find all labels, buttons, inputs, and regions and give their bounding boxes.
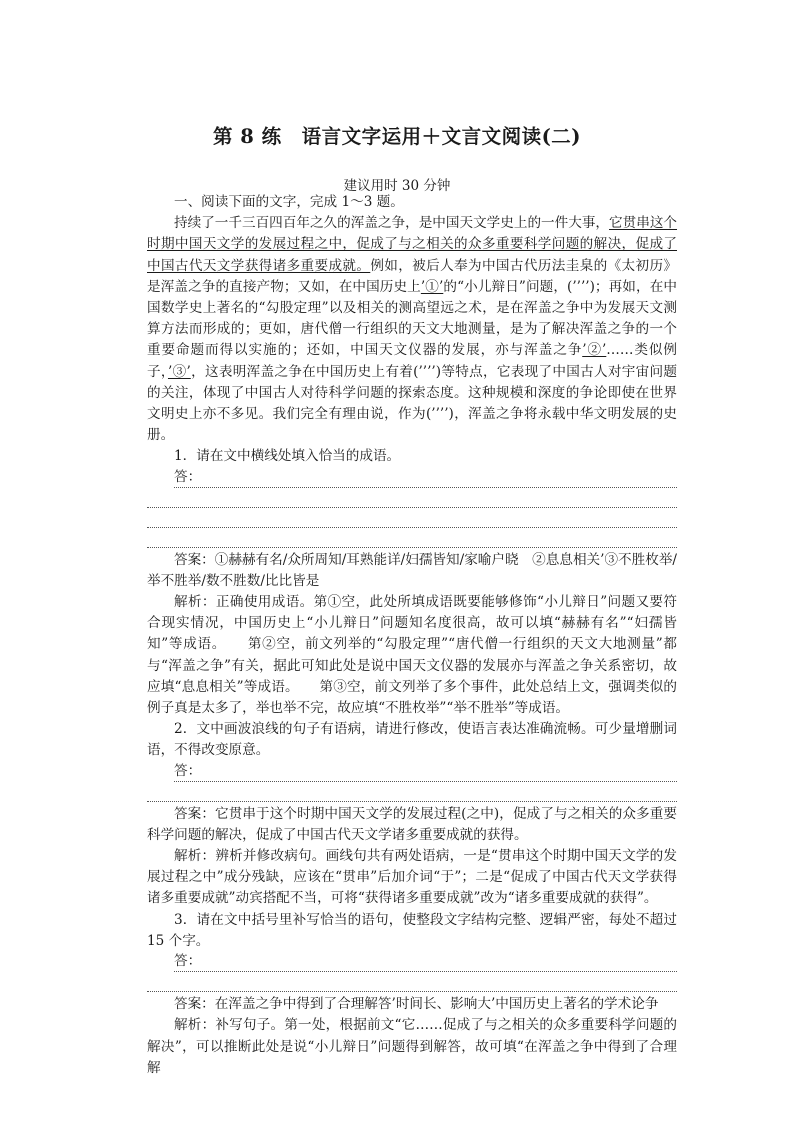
document-body bbox=[147, 192, 677, 1079]
answer-line[interactable] bbox=[147, 528, 677, 548]
answer-3: 答案：在浑盖之争中得到了合理解答’时间长、影响大’中国历史上著名的学术论争 bbox=[174, 996, 659, 1013]
page-title: 第 8 练 语言文字运用＋文言文阅读(二) bbox=[212, 125, 582, 148]
reading-passage bbox=[147, 213, 677, 446]
blank-1: ’①’ bbox=[420, 278, 444, 295]
wavy-sentence: 它贯串这个时期中国天文学的发展过程之中，促成了与之相关的众多重要科学问题的解决，促成了中国古代天文学获得诸多重要成就。 bbox=[147, 215, 678, 274]
answer-2: 答案：它贯串于这个时期中国天文学的发展过程(之中)，促成了与之相关的众多重要科学问题的解决，促成了中国古代天文学诸多重要成就的获得。 bbox=[147, 805, 677, 843]
answer-label: 答： bbox=[174, 762, 205, 781]
answer-line[interactable] bbox=[147, 782, 677, 802]
answer-line[interactable] bbox=[174, 762, 677, 782]
analysis-3: 解析：补写句子。第一处，根据前文“它……促成了与之相关的众多重要科学问题的解决”，可以推断此处是说“小儿辩日”问题得到解答，故可填“在浑盖之争中得到了合理解 bbox=[147, 1017, 677, 1076]
blank-3: ’③’ bbox=[167, 363, 191, 380]
question-3: 3．请在文中括号里补写恰当的语句，使整段文字结构完整、逻辑严密，每处不超过 15 个字。 bbox=[147, 911, 677, 949]
question-1: 1．请在文中横线处填入恰当的成语。 bbox=[174, 448, 401, 465]
question-2: 2．文中画波浪线的句子有语病，请进行修改，使语言表达准确流畅。可少量增删词语，不得改变原意。 bbox=[147, 721, 677, 759]
answer-line[interactable] bbox=[147, 972, 677, 992]
section-heading: 一、阅读下面的文字，完成 1～3 题。 bbox=[174, 194, 404, 210]
analysis-2: 解析：辨析并修改病句。画线句共有两处语病，一是“贯串这个时期中国天文学的发展过程之中”成分残缺，应该在“贯串”后加介词“于”；二是“促成了中国古代天文学获得诸多重要成就”动宾搭配不当，可将“获得诸多重要成就”改为“诸多重要成就的获得”。 bbox=[147, 848, 677, 907]
passage-text: 持续了一千三百四百年之久的浑盖之争，是中国天文学史上的一件大事， bbox=[174, 215, 610, 232]
passage-text: ……类似例子， bbox=[147, 342, 678, 380]
answer-1: 答案：①赫赫有名/众所周知/耳熟能详/妇孺皆知/家喻户晓 ②息息相关’③不胜枚举/举不胜举/数不胜数/比比皆是 bbox=[147, 551, 677, 589]
passage-text: 例如，被后人奉为中国古代历法圭臬的《太初历》是浑盖之争的直接产物；又如，在中国历史上 bbox=[147, 257, 678, 295]
answer-line[interactable] bbox=[174, 952, 677, 972]
answer-label: 答： bbox=[174, 952, 205, 971]
answer-line[interactable] bbox=[147, 488, 677, 508]
answer-line[interactable] bbox=[147, 508, 677, 528]
answer-line[interactable] bbox=[174, 468, 677, 488]
passage-text: 的“小儿辩日”问题，(’’’’)；再如，在中国数学史上著名的“勾股定理”以及相关的测高望远之术，是在浑盖之争中为发展天文测算方法而形成的；更如，唐代僧一行组织的天文大地测量，是为了解决浑盖之争的一个重要命题而得以实施的；还如，中国天文仪器的发展，亦与浑盖之争 bbox=[147, 278, 677, 359]
passage-text: ，这表明浑盖之争在中国历史上有着(’’’’)等特点，它表现了中国古人对宇宙问题的关注，体现了中国古人对待科学问题的探索态度。这种规模和深度的争论即使在世界文明史上亦不多见。我们完全有理由说，作为(’’’’)，浑盖之争将永载中华文明发展的史册。 bbox=[147, 363, 677, 444]
time-note: 建议用时 30 分钟 bbox=[343, 178, 451, 194]
answer-label: 答： bbox=[174, 468, 205, 487]
analysis-1: 解析：正确使用成语。第①空，此处所填成语既要能够修饰“小儿辩日”问题又要符合现实情况，中国历史上“小儿辩日”问题知名度很高，故可以填“赫赫有名”“妇孺皆知”等成语。 第②空，前文列举的“勾股定理”“唐代僧一行组织的天文大地测量”都与“浑盖之争”有关，据此可知此处是说中国天文仪器的发展亦与浑盖之争关系密切，故应填“息息相关”等成语。 第③空，前文列举了多个事件，此处总结上文，强调类似的例子真是太多了，举也举不完，故应填“不胜枚举”“举不胜举”等成语。 bbox=[147, 594, 677, 717]
blank-2: ’②’ bbox=[582, 342, 607, 359]
